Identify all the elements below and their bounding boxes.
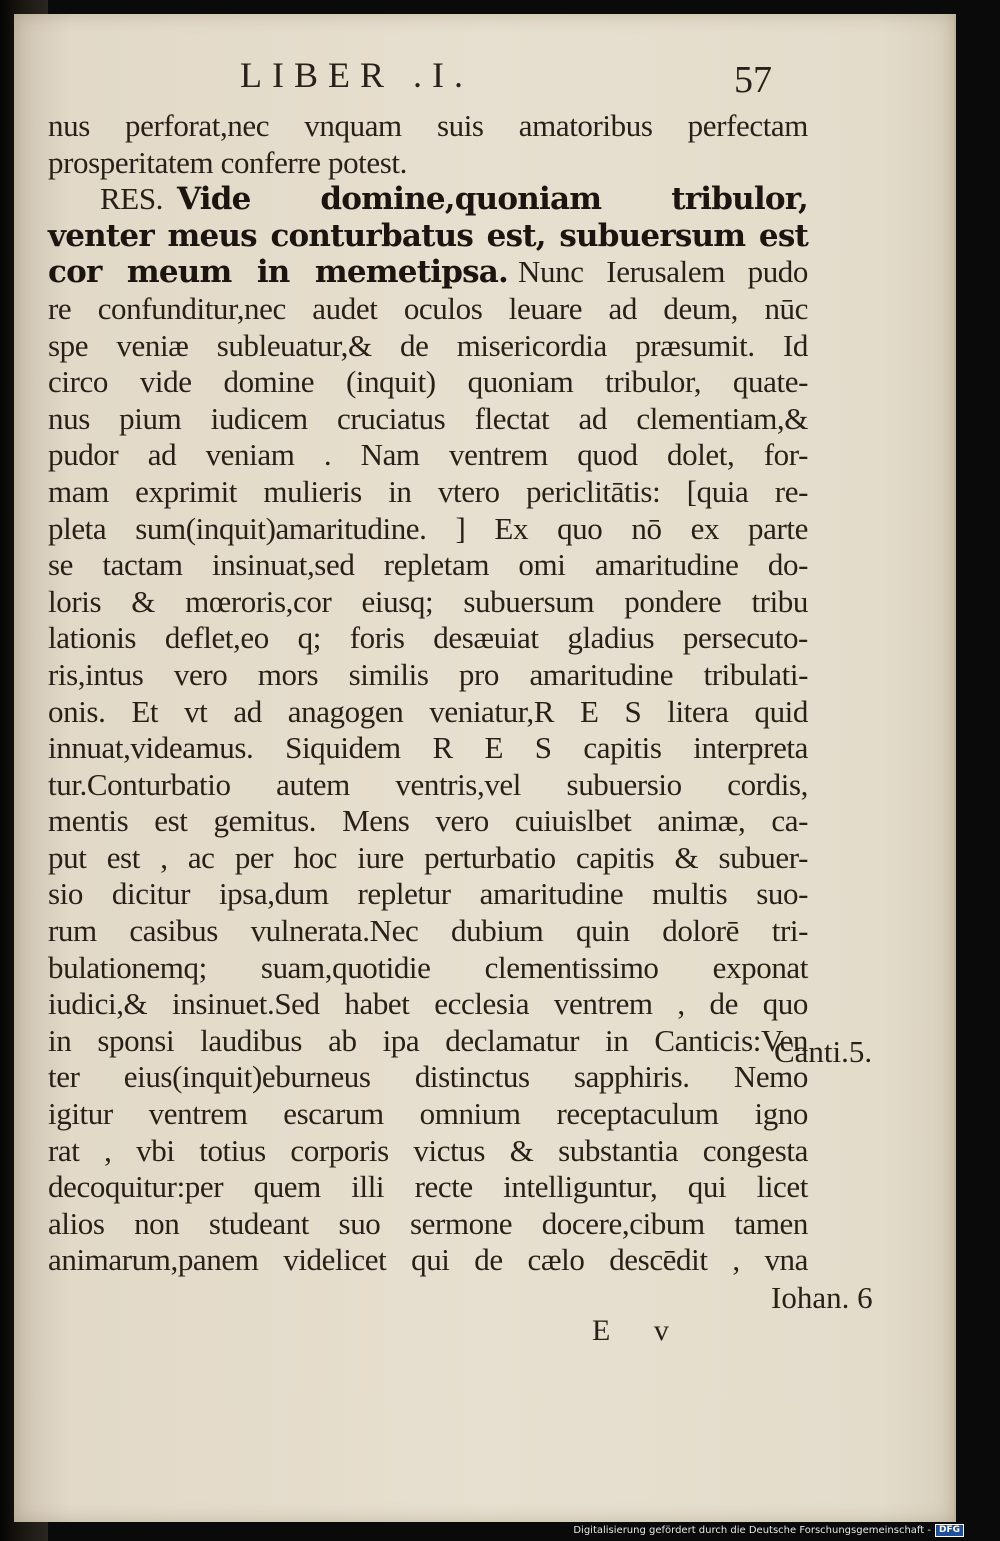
line-text: onis. Et vt ad anagogen veniatur,R E S litera quid	[48, 693, 808, 729]
line-text: sio dicitur ipsa,dum repletur amaritudine multis suo-	[48, 876, 808, 912]
text-line	[48, 547, 808, 584]
digitization-credit	[573, 1524, 964, 1537]
text-line	[48, 767, 808, 804]
line-text: bulationemq; suam,quotidie clementissimo exponat	[48, 949, 808, 985]
text-line	[48, 291, 808, 328]
running-head: LIBER .I.	[240, 55, 473, 95]
text-line	[48, 584, 808, 621]
text-line	[48, 437, 808, 474]
text-line	[48, 401, 808, 438]
text-line	[48, 876, 808, 913]
page-number: 57	[734, 59, 772, 101]
text-line	[48, 1059, 808, 1096]
text-line	[48, 1133, 808, 1170]
book-page	[14, 14, 956, 1522]
text-line	[48, 1242, 808, 1279]
text-line	[48, 511, 808, 548]
line-text: Nunc Ierusalem pudo	[518, 254, 809, 290]
line-text: pudor ad veniam . Nam ventrem quod dolet, for-	[48, 437, 808, 473]
text-line	[48, 803, 808, 840]
line-text: prosperitatem conferre potest.	[48, 144, 407, 180]
line-text: re confunditur,nec audet oculos leuare ad deum, nūc	[48, 290, 808, 326]
credit-text: Digitalisierung gefördert durch die Deutsche Forschungsgemeinschaft -	[573, 1525, 931, 1536]
text-line	[48, 950, 808, 987]
line-text: ter eius(inquit)eburneus distinctus sapphiris. Nemo	[48, 1059, 808, 1095]
text-line	[48, 1206, 808, 1243]
blackletter-phrase: cor meum in memetipsa.	[48, 254, 509, 291]
text-line	[48, 620, 808, 657]
text-line	[48, 1169, 808, 1206]
signature-mark: E v	[592, 1314, 687, 1347]
line-text: igitur ventrem escarum omnium receptaculum igno	[48, 1096, 808, 1132]
marginal-note-iohan: Iohan. 6	[771, 1280, 873, 1315]
text-line	[48, 657, 808, 694]
line-text: mentis est gemitus. Mens vero cuiuislbet animæ, ca-	[48, 803, 808, 839]
line-text: mam exprimit mulieris in vtero periclitātis: [quia re-	[48, 473, 808, 509]
marginal-note-canti: Canti.5.	[774, 1034, 873, 1069]
line-text: lationis deflet,eo q; foris desæuiat gladius persecuto-	[48, 620, 808, 656]
line-text: loris & mœroris,cor eiusq; subuersum pondere tribu	[48, 583, 808, 619]
line-text: pleta sum(inquit)amaritudine. ] Ex quo nō ex parte	[48, 510, 808, 546]
line-text: nus pium iudicem cruciatus flectat ad clementiam,&	[48, 400, 808, 436]
line-text: rum casibus vulnerata.Nec dubium quin dolorē tri-	[48, 913, 808, 949]
text-line	[48, 254, 808, 291]
line-text: tur.Conturbatio autem ventris,vel subuersio cordis,	[48, 766, 808, 802]
text-line	[48, 913, 808, 950]
text-line	[48, 181, 808, 218]
text-line	[48, 218, 808, 255]
line-text: se tactam insinuat,sed repletam omi amaritudine do-	[48, 547, 808, 583]
text-line	[48, 840, 808, 877]
line-text: spe veniæ subleuatur,& de misericordia præsumit. Id	[48, 327, 808, 363]
line-text: in sponsi laudibus ab ipa declamatur in Canticis:Ven	[48, 1022, 808, 1058]
line-text: rat , vbi totius corporis victus & substantia congesta	[48, 1132, 808, 1168]
line-text: innuat,videamus. Siquidem R E S capitis interpreta	[48, 730, 808, 766]
body-text	[48, 108, 808, 1279]
text-line	[48, 145, 808, 182]
text-line	[48, 474, 808, 511]
text-line	[48, 986, 808, 1023]
dfg-logo: DFG	[935, 1524, 964, 1537]
line-text: venter meus conturbatus est, subuersum est	[48, 217, 808, 254]
text-line	[48, 108, 808, 145]
text-line	[48, 1096, 808, 1133]
line-text: animarum,panem videlicet qui de cælo descēdit , vna	[48, 1242, 808, 1278]
text-line	[48, 1023, 808, 1060]
text-line	[48, 328, 808, 365]
text-line	[48, 730, 808, 767]
line-text: nus perforat,nec vnquam suis amatoribus perfectam	[48, 108, 808, 143]
line-text: put est , ac per hoc iure perturbatio capitis & subuer-	[48, 839, 808, 875]
line-text: Vide domine,quoniam tribulor,	[177, 181, 808, 218]
section-letter: RES.	[100, 181, 164, 217]
line-text: alios non studeant suo sermone docere,cibum tamen	[48, 1205, 808, 1241]
text-line	[48, 694, 808, 731]
line-text: decoquitur:per quem illi recte intelliguntur, qui licet	[48, 1169, 808, 1205]
line-text: ris,intus vero mors similis pro amaritudine tribulati-	[48, 656, 808, 692]
line-text: circo vide domine (inquit) quoniam tribulor, quate-	[48, 364, 808, 400]
line-text: iudici,& insinuet.Sed habet ecclesia ventrem , de quo	[48, 986, 808, 1022]
text-line	[48, 364, 808, 401]
